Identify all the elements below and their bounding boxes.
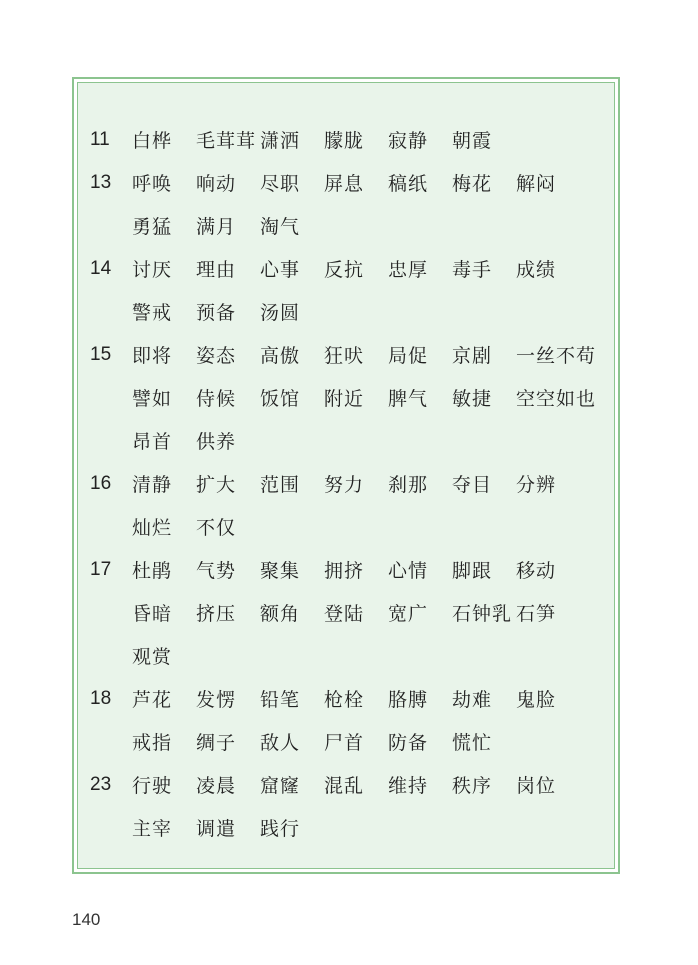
- lesson-17: [90, 548, 596, 677]
- vocab-word: 即将: [132, 345, 173, 367]
- vocab-word: 秩序: [452, 775, 493, 797]
- lesson-16: [90, 462, 596, 548]
- word-list: [132, 427, 260, 454]
- vocab-word: 响动: [196, 173, 237, 195]
- vocab-word: 不仅: [196, 517, 237, 539]
- vocab-word: 局促: [388, 345, 429, 367]
- vocab-word: 混乱: [324, 775, 365, 797]
- vocab-word: 敌人: [260, 732, 301, 754]
- vocab-word: 防备: [388, 732, 429, 754]
- word-row: [90, 591, 596, 634]
- vocab-word: 额角: [260, 603, 301, 625]
- vocab-word: 夺目: [452, 474, 493, 496]
- lesson-number: 16: [90, 472, 112, 494]
- vocab-word: 凌晨: [196, 775, 237, 797]
- lesson-18: [90, 677, 596, 763]
- vocab-word: 昂首: [132, 431, 173, 453]
- vocab-word: 刹那: [388, 474, 429, 496]
- vocab-word: 附近: [324, 388, 365, 410]
- vocab-word: 警戒: [132, 302, 173, 324]
- word-row: [90, 505, 596, 548]
- vocab-word: 移动: [516, 560, 557, 582]
- vocab-word: 高傲: [260, 345, 301, 367]
- vocab-word: 寂静: [388, 130, 429, 152]
- vocab-word: 朝霞: [452, 130, 493, 152]
- vocab-word: 灿烂: [132, 517, 173, 539]
- vocab-word: 范围: [260, 474, 301, 496]
- lesson-list: [90, 118, 596, 849]
- vocab-word: 践行: [260, 818, 301, 840]
- lesson-14: [90, 247, 596, 333]
- word-list: [132, 685, 580, 712]
- word-row: [90, 634, 596, 677]
- word-row: [90, 677, 596, 720]
- vocab-word: 分辨: [516, 474, 557, 496]
- vocab-word: 岗位: [516, 775, 557, 797]
- word-row: [90, 763, 596, 806]
- word-list: [132, 513, 260, 540]
- word-row: [90, 462, 596, 505]
- word-row: [90, 118, 596, 161]
- word-row: [90, 720, 596, 763]
- word-list: [132, 814, 324, 841]
- vocab-word: 理由: [196, 259, 237, 281]
- vocab-word: 汤圆: [260, 302, 301, 324]
- vocab-word: 拥挤: [324, 560, 365, 582]
- page-number: 140: [72, 910, 101, 929]
- word-row: [90, 376, 596, 419]
- lesson-number: 11: [90, 128, 110, 150]
- vocab-word: 稿纸: [388, 173, 429, 195]
- word-row: [90, 161, 596, 204]
- lesson-number: 13: [90, 171, 112, 193]
- vocab-word: 铅笔: [260, 689, 301, 711]
- vocab-word: 成绩: [516, 259, 557, 281]
- vocab-word: 绸子: [196, 732, 237, 754]
- word-row: [90, 204, 596, 247]
- vocab-word: 行驶: [132, 775, 173, 797]
- word-row: [90, 548, 596, 591]
- vocab-word: 心事: [260, 259, 301, 281]
- vocab-word: 满月: [196, 216, 237, 238]
- lesson-number: 17: [90, 558, 112, 580]
- vocab-word: 脾气: [388, 388, 429, 410]
- word-list: [132, 599, 580, 626]
- lesson-15: [90, 333, 596, 462]
- vocab-word: 勇猛: [132, 216, 173, 238]
- vocab-word: 预备: [196, 302, 237, 324]
- word-row: [90, 806, 596, 849]
- vocab-word: 解闷: [516, 173, 557, 195]
- word-list: [132, 771, 580, 798]
- word-list: [132, 556, 580, 583]
- vocab-word: 气势: [196, 560, 237, 582]
- vocab-word: 扩大: [196, 474, 237, 496]
- vocab-word: 侍候: [196, 388, 237, 410]
- word-list: [132, 298, 324, 325]
- vocab-word: 朦胧: [324, 130, 365, 152]
- vocab-word: 枪栓: [324, 689, 365, 711]
- lesson-number: 15: [90, 343, 112, 365]
- vocab-word: 饭馆: [260, 388, 301, 410]
- vocab-word: 窟窿: [260, 775, 301, 797]
- vocab-word: 杜鹃: [132, 560, 173, 582]
- vocab-word: 努力: [324, 474, 365, 496]
- word-list: [132, 212, 324, 239]
- word-row: [90, 290, 596, 333]
- vocab-word: 白桦: [132, 130, 173, 152]
- vocab-word: 胳膊: [388, 689, 429, 711]
- vocab-word: 昏暗: [132, 603, 173, 625]
- vocab-word: 敏捷: [452, 388, 493, 410]
- word-list: [132, 169, 580, 196]
- vocab-word: 芦花: [132, 689, 173, 711]
- vocab-word: 毛茸茸: [196, 130, 257, 152]
- vocabulary-panel: [77, 82, 615, 869]
- vocab-word: 潇洒: [260, 130, 301, 152]
- vocab-word: 反抗: [324, 259, 365, 281]
- vocab-word: 忠厚: [388, 259, 429, 281]
- vocab-word: 维持: [388, 775, 429, 797]
- vocab-word: 姿态: [196, 345, 237, 367]
- vocab-word: 宽广: [388, 603, 429, 625]
- vocab-word: 讨厌: [132, 259, 173, 281]
- vocab-word: 尽职: [260, 173, 301, 195]
- vocab-word: 石笋: [516, 603, 557, 625]
- lesson-number: 14: [90, 257, 112, 279]
- word-row: [90, 419, 596, 462]
- word-list: [132, 728, 516, 755]
- vocab-word: 呼唤: [132, 173, 173, 195]
- vocab-word: 一丝不苟: [516, 345, 597, 367]
- vocab-word: 登陆: [324, 603, 365, 625]
- vocab-word: 观赏: [132, 646, 173, 668]
- word-list: [132, 126, 516, 153]
- vocab-word: 梅花: [452, 173, 493, 195]
- lesson-number: 18: [90, 687, 112, 709]
- lesson-number: 23: [90, 773, 112, 795]
- vocab-word: 挤压: [196, 603, 237, 625]
- vocab-word: 脚跟: [452, 560, 493, 582]
- lesson-23: [90, 763, 596, 849]
- vocab-word: 淘气: [260, 216, 301, 238]
- word-list: [132, 384, 596, 411]
- vocab-word: 供养: [196, 431, 237, 453]
- vocab-word: 调遣: [196, 818, 237, 840]
- vocab-word: 狂吠: [324, 345, 365, 367]
- word-list: [132, 255, 580, 282]
- vocab-word: 心情: [388, 560, 429, 582]
- vocab-word: 屏息: [324, 173, 365, 195]
- word-list: [132, 470, 580, 497]
- vocab-word: 劫难: [452, 689, 493, 711]
- lesson-11: [90, 118, 596, 161]
- word-list: [132, 642, 196, 669]
- word-row: [90, 247, 596, 290]
- vocab-word: 石钟乳: [452, 603, 513, 625]
- vocab-word: 主宰: [132, 818, 173, 840]
- vocab-word: 慌忙: [452, 732, 493, 754]
- word-list: [132, 341, 596, 368]
- vocab-word: 聚集: [260, 560, 301, 582]
- vocab-word: 譬如: [132, 388, 173, 410]
- vocab-word: 京剧: [452, 345, 493, 367]
- vocab-word: 尸首: [324, 732, 365, 754]
- vocab-word: 清静: [132, 474, 173, 496]
- word-row: [90, 333, 596, 376]
- vocabulary-frame: [72, 77, 620, 874]
- vocab-word: 鬼脸: [516, 689, 557, 711]
- vocab-word: 毒手: [452, 259, 493, 281]
- vocab-word: 戒指: [132, 732, 173, 754]
- vocab-word: 空空如也: [516, 388, 597, 410]
- lesson-13: [90, 161, 596, 247]
- vocab-word: 发愣: [196, 689, 237, 711]
